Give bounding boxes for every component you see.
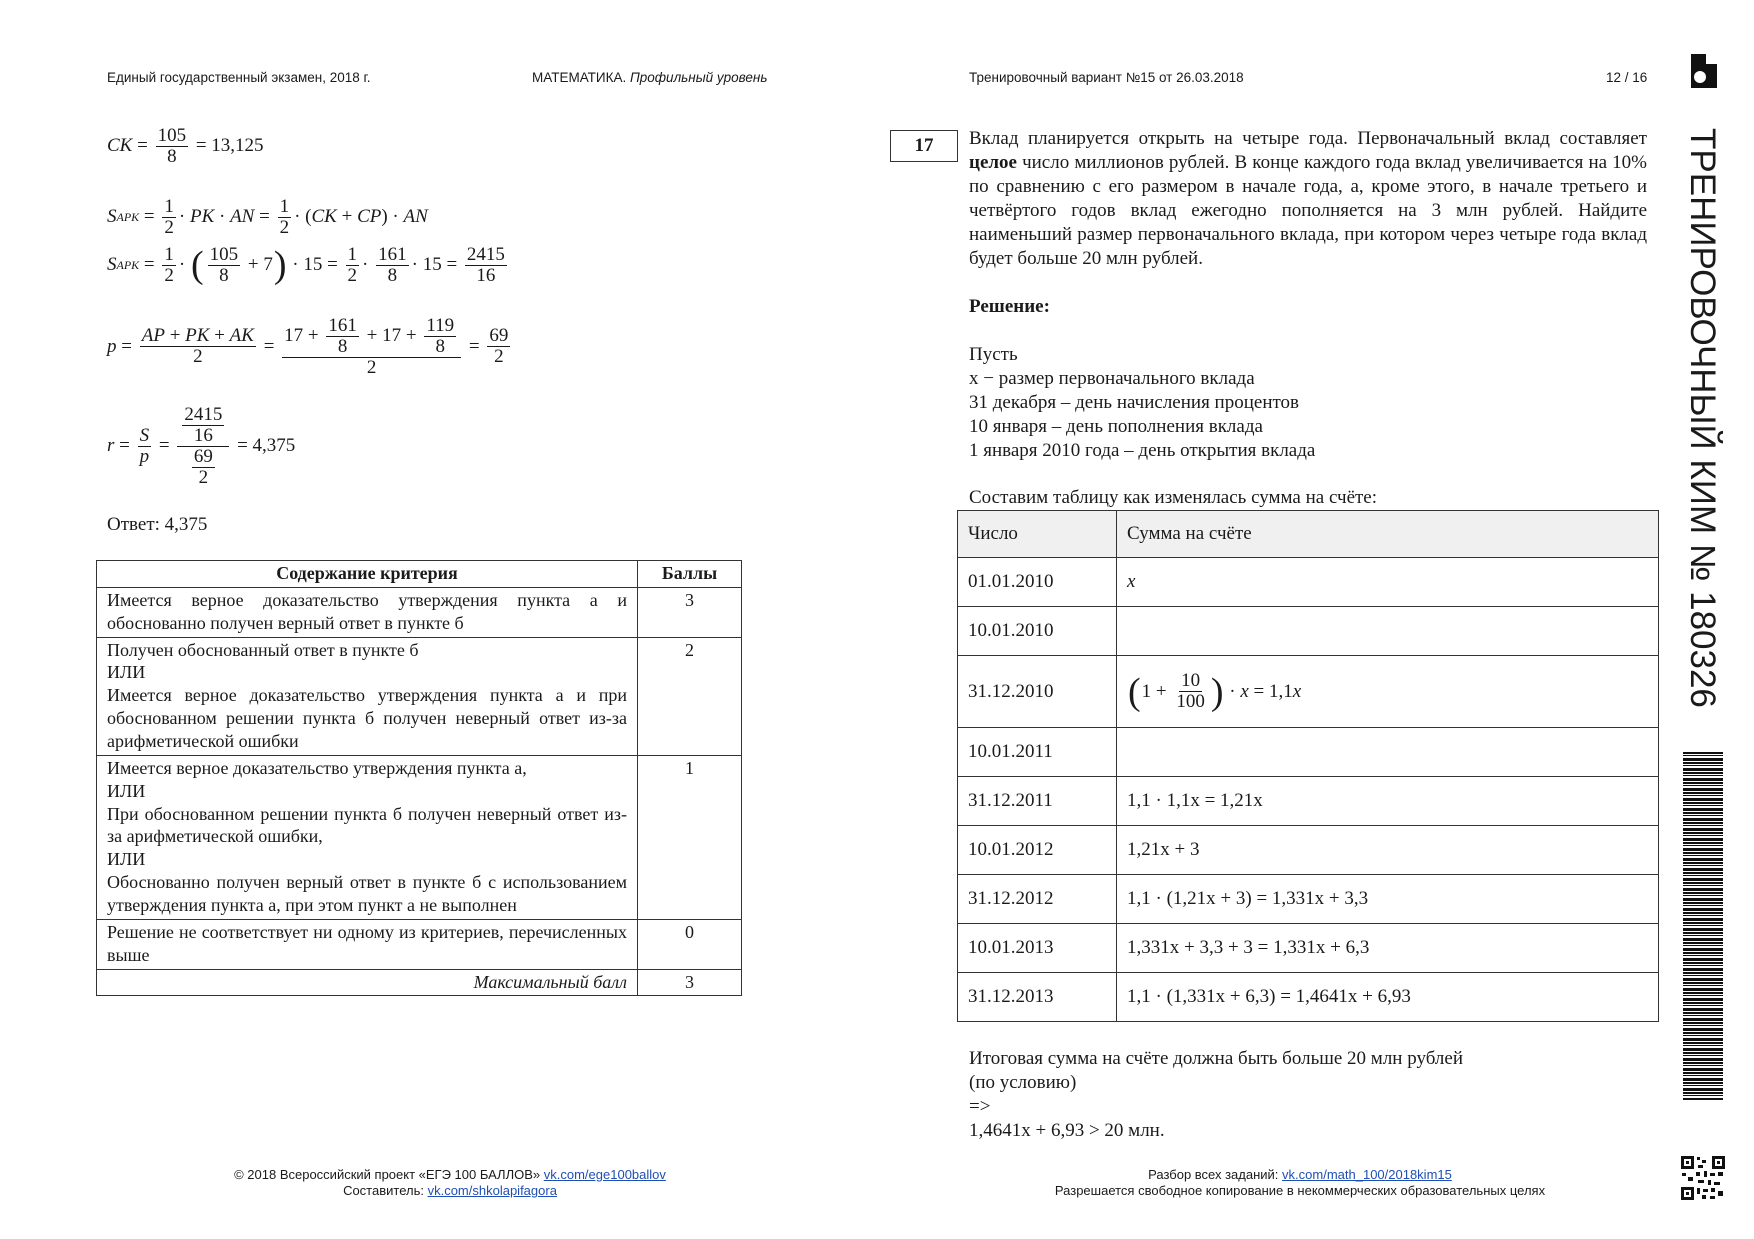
table-row	[97, 587, 742, 637]
criteria-line: Имеется верное доказательство утверждения пункта а,	[107, 757, 527, 778]
savings-date: 10.01.2013	[958, 924, 1117, 973]
conclusion-line: (по условию)	[969, 1072, 1077, 1093]
table-row	[958, 607, 1659, 656]
savings-sum: 1,1 · 1,1x = 1,21x	[1117, 777, 1659, 826]
criteria-line: ИЛИ	[107, 780, 146, 801]
criteria-line: Имеется верное доказательство утверждения пункта а и при обоснованном решении пункта б получен неверный ответ из-за арифметической ошибки	[107, 685, 627, 752]
criteria-line: ИЛИ	[107, 662, 146, 683]
let-line: 10 января – день пополнения вклада	[969, 416, 1263, 437]
savings-sum	[1117, 607, 1659, 656]
formula-area-1: S APK = $\frac{1}{2}$ · PK · AN = $\frac{1}{2}$ · ( CK + CP ) · AN	[107, 196, 428, 238]
savings-header-row	[958, 511, 1659, 558]
criteria-line: Обоснованно получен верный ответ в пункте б с использованием утверждения пункта а, при этом пункт а не выполнен	[107, 872, 627, 916]
let-block	[969, 343, 1315, 463]
savings-table	[957, 510, 1659, 1022]
table-row	[97, 919, 742, 969]
savings-sum-formula: ( 1 + $\frac{10}{100}$ ) · x = 1,1 x	[1117, 656, 1659, 728]
conclusion-line: Итоговая сумма на счёте должна быть больше 20 млн рублей	[969, 1048, 1463, 1069]
header-exam: Единый государственный экзамен, 2018 г.	[107, 70, 371, 85]
savings-header-sum: Сумма на счёте	[1117, 511, 1659, 558]
footer-link-math100[interactable]: vk.com/math_100/2018kim15	[1282, 1167, 1452, 1182]
answer-line: Ответ: 4,375	[107, 514, 208, 535]
footer-left	[160, 1167, 740, 1199]
footer-right-text2: Разрешается свободное копирование в некоммерческих образовательных целях	[1054, 1183, 1546, 1198]
criteria-max-label: Максимальный балл	[97, 969, 638, 996]
let-line: x − размер первоначального вклада	[969, 368, 1255, 389]
table-row	[958, 826, 1659, 875]
savings-date: 10.01.2012	[958, 826, 1117, 875]
task-text-part2: число миллионов рублей. В конце каждого года вклад увеличивается на 10% по сравнению с его размером в начале года, а, кроме этого, в начале третьего и четвёртого годов вклад ежегодно пополняется на 3 млн рублей. Найдите наименьший размер первоначального вклада, при котором через четыре года вклад будет больше 20 млн рублей.	[969, 152, 1647, 269]
let-label: Пусть	[969, 344, 1018, 365]
task-statement	[969, 127, 1647, 271]
footer-right	[990, 1167, 1610, 1199]
table-row	[958, 728, 1659, 777]
formula-area-2: S APK = $\frac{1}{2}$ · ( $\frac{105}{8}$ + 7 ) · 15 = $\frac{1}{2}$ · $\frac{161}{8}$ · 15 = $\frac{2415}{16}$	[107, 244, 505, 287]
formula-radius: r = $\frac{S}{p}$ = $\frac{\frac{2415}{16}}{\frac{69}{2}}$ = 4,375	[107, 404, 296, 488]
criteria-max-points: 3	[638, 969, 742, 996]
header-level: Профильный уровень	[629, 70, 768, 85]
savings-date: 01.01.2010	[958, 558, 1117, 607]
header-variant: Тренировочный вариант №15 от 26.03.2018	[969, 70, 1244, 85]
header-page: 12 / 16	[1606, 70, 1648, 85]
savings-date: 31.12.2010	[958, 656, 1117, 728]
savings-date: 31.12.2012	[958, 875, 1117, 924]
table-row	[958, 875, 1659, 924]
footer-link-author[interactable]: vk.com/shkolapifagora	[427, 1183, 557, 1198]
criteria-line: ИЛИ	[107, 849, 146, 870]
criteria-text	[97, 755, 638, 919]
let-line: 31 декабря – день начисления процентов	[969, 392, 1300, 413]
formula-semiperimeter: p = $\frac{AP + PK + AK}{2}$ = 17 + $\frac{161}{8}$ + 17 + $\frac{119}{8}$ 2 = $\frac{69}{2}$	[107, 315, 509, 378]
criteria-header-content: Содержание критерия	[97, 561, 638, 588]
savings-sum: 1,1 · (1,21x + 3) = 1,331x + 3,3	[1117, 875, 1659, 924]
savings-date: 31.12.2013	[958, 973, 1117, 1022]
criteria-points: 3	[638, 587, 742, 637]
savings-date: 10.01.2010	[958, 607, 1117, 656]
conclusion-line: =>	[969, 1096, 991, 1117]
header-subject-name: МАТЕМАТИКА.	[532, 70, 627, 85]
criteria-header-points: Баллы	[638, 561, 742, 588]
table-row	[958, 924, 1659, 973]
header-subject	[532, 70, 767, 85]
table-intro: Составим таблицу как изменялась сумма на счёте:	[969, 487, 1378, 508]
criteria-text: Решение не соответствует ни одному из критериев, перечисленных выше	[97, 919, 638, 969]
savings-sum: x	[1117, 558, 1659, 607]
footer-left-text2: Составитель:	[343, 1183, 424, 1198]
criteria-points: 1	[638, 755, 742, 919]
task-text-part1: Вклад планируется открыть на четыре года. Первоначальный вклад составляет	[969, 128, 1647, 149]
table-row	[97, 637, 742, 755]
table-row	[958, 656, 1659, 728]
savings-date: 10.01.2011	[958, 728, 1117, 777]
footer-right-text1: Разбор всех заданий:	[1148, 1167, 1279, 1182]
criteria-points: 0	[638, 919, 742, 969]
footer-link-ege100[interactable]: vk.com/ege100ballov	[543, 1167, 666, 1182]
criteria-points: 2	[638, 637, 742, 755]
logo-icon	[1691, 54, 1717, 88]
let-line: 1 января 2010 года – день открытия вклада	[969, 440, 1316, 461]
task-number-box: 17	[890, 130, 958, 162]
criteria-line: При обоснованном решении пункта б получен неверный ответ из-за арифметической ошибки,	[107, 803, 627, 847]
criteria-table	[96, 560, 742, 996]
table-row	[97, 755, 742, 919]
formula-ck: CK = $\frac{105}{8}$ = 13,125	[107, 125, 264, 167]
savings-header-date: Число	[958, 511, 1117, 558]
savings-sum: 1,331x + 3,3 + 3 = 1,331x + 6,3	[1117, 924, 1659, 973]
side-title: ТРЕНИРОВОЧНЫЙ КИМ № 180326	[1683, 128, 1722, 708]
qr-code-icon	[1680, 1155, 1726, 1201]
barcode-icon	[1683, 752, 1723, 1100]
table-row	[958, 777, 1659, 826]
table-row	[958, 558, 1659, 607]
savings-sum: 1,1 · (1,331x + 6,3) = 1,4641x + 6,93	[1117, 973, 1659, 1022]
solution-label: Решение:	[969, 296, 1050, 317]
conclusion-block	[969, 1047, 1463, 1143]
inequality: 1,4641x + 6,93 > 20 млн.	[969, 1120, 1165, 1141]
savings-sum: 1,21x + 3	[1117, 826, 1659, 875]
savings-sum	[1117, 728, 1659, 777]
task-text-bold: целое	[969, 152, 1017, 173]
table-row	[958, 973, 1659, 1022]
footer-left-text1: © 2018 Всероссийский проект «ЕГЭ 100 БАЛЛОВ»	[234, 1167, 541, 1182]
criteria-text: Имеется верное доказательство утверждения пункта а и обоснованно получен верный ответ в пункте б	[97, 587, 638, 637]
criteria-header-row	[97, 561, 742, 588]
savings-date: 31.12.2011	[958, 777, 1117, 826]
criteria-text	[97, 637, 638, 755]
criteria-max-row	[97, 969, 742, 996]
criteria-line: Получен обоснованный ответ в пункте б	[107, 639, 419, 660]
